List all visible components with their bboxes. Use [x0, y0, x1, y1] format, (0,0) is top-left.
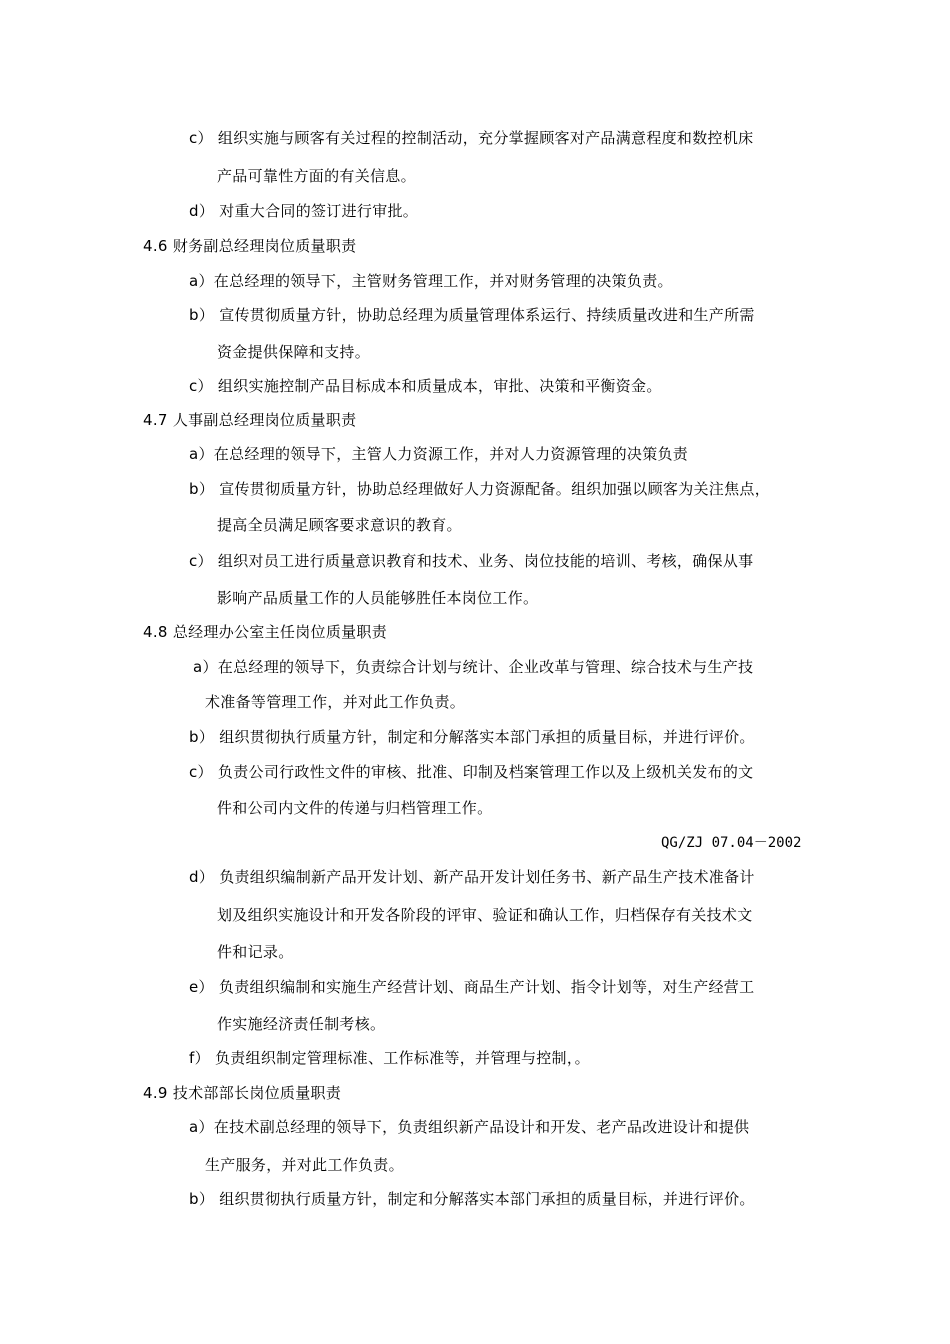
list-item-d-line2: 划及组织实施设计和开发各阶段的评审、验证和确认工作，归档保存有关技术文: [217, 906, 753, 924]
section-heading-4-7: 4.7 人事副总经理岗位质量职责: [143, 411, 357, 429]
list-item-d-line1: d） 负责组织编制新产品开发计划、新产品开发计划任务书、新产品生产技术准备计: [189, 868, 755, 886]
list-item-f: f） 负责组织制定管理标准、工作标准等，并管理与控制，。: [189, 1049, 590, 1067]
list-item-a-line2: 术准备等管理工作，并对此工作负责。: [205, 693, 466, 711]
list-item-d: d） 对重大合同的签订进行审批。: [189, 202, 419, 220]
list-item-a: a）在总经理的领导下，主管财务管理工作，并对财务管理的决策负责。: [189, 272, 673, 290]
list-item-b: b） 组织贯彻执行质量方针，制定和分解落实本部门承担的质量目标，并进行评价。: [189, 728, 755, 746]
list-item-c-line1: c） 组织对员工进行质量意识教育和技术、业务、岗位技能的培训、考核，确保从事: [189, 552, 754, 570]
section-heading-4-6: 4.6 财务副总经理岗位质量职责: [143, 237, 357, 255]
list-item-c-line2: 影响产品质量工作的人员能够胜任本岗位工作。: [217, 589, 539, 607]
list-item-d-line3: 件和记录。: [217, 943, 294, 961]
list-item-c-line1: c） 组织实施与顾客有关过程的控制活动，充分掌握顾客对产品满意程度和数控机床: [189, 129, 754, 147]
section-heading-4-8: 4.8 总经理办公室主任岗位质量职责: [143, 623, 388, 641]
list-item-c: c） 组织实施控制产品目标成本和质量成本，审批、决策和平衡资金。: [189, 377, 662, 395]
document-code: QG/ZJ 07.04－2002: [661, 835, 802, 851]
list-item-c-line2: 件和公司内文件的传递与归档管理工作。: [217, 799, 493, 817]
list-item-b: b） 组织贯彻执行质量方针，制定和分解落实本部门承担的质量目标，并进行评价。: [189, 1190, 755, 1208]
list-item-c-line1: c） 负责公司行政性文件的审核、批准、印制及档案管理工作以及上级机关发布的文: [189, 763, 754, 781]
list-item-b-line1: b） 宣传贯彻质量方针，协助总经理为质量管理体系运行、持续质量改进和生产所需: [189, 306, 755, 324]
list-item-b-line2: 资金提供保障和支持。: [217, 343, 371, 361]
list-item-c-line2: 产品可靠性方面的有关信息。: [217, 167, 416, 185]
list-item-a: a）在总经理的领导下，主管人力资源工作，并对人力资源管理的决策负责: [189, 445, 689, 463]
section-heading-4-9: 4.9 技术部部长岗位质量职责: [143, 1084, 342, 1102]
list-item-b-line1: b） 宣传贯彻质量方针，协助总经理做好人力资源配备。组织加强以顾客为关注焦点，: [189, 480, 770, 498]
list-item-e-line2: 作实施经济责任制考核。: [217, 1015, 386, 1033]
list-item-e-line1: e） 负责组织编制和实施生产经营计划、商品生产计划、指令计划等，对生产经营工: [189, 978, 755, 996]
list-item-b-line2: 提高全员满足顾客要求意识的教育。: [217, 516, 462, 534]
list-item-a-line2: 生产服务，并对此工作负责。: [205, 1156, 404, 1174]
list-item-a-line1: a）在技术副总经理的领导下，负责组织新产品设计和开发、老产品改进设计和提供: [189, 1118, 750, 1136]
list-item-a-line1: a）在总经理的领导下，负责综合计划与统计、企业改革与管理、综合技术与生产技: [193, 658, 754, 676]
